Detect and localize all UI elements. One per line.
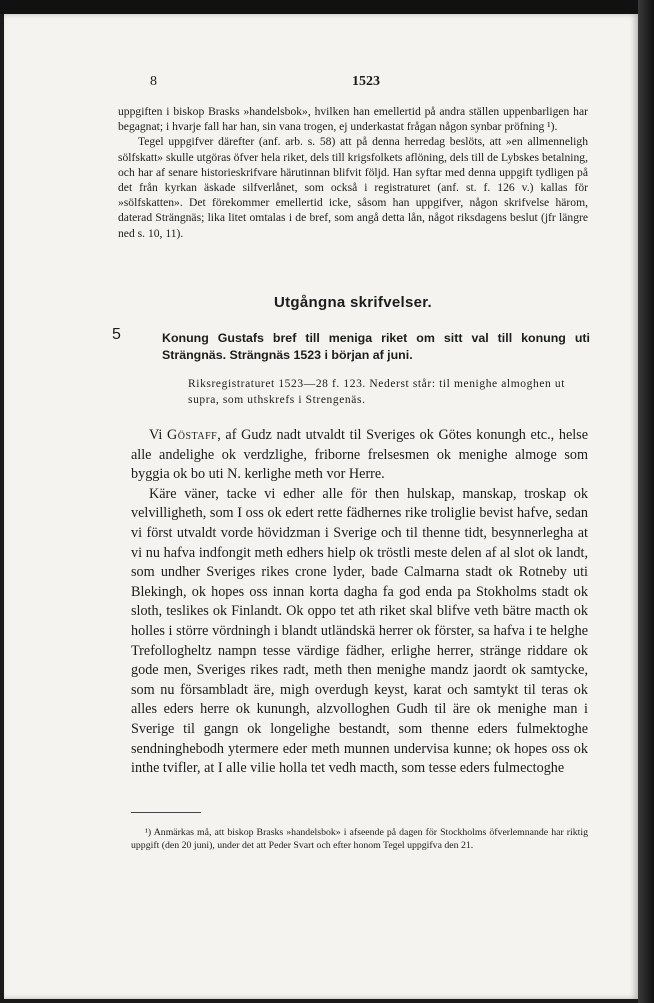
intro-paragraph-1: uppgiften i biskop Brasks »handelsbok», hvilken han emellertid på andra ställen uppenbarligen har begagnat; i hvarje fall har han, sin vana trogen, ej underkastat frågan någon synbar pröfning ¹). [118, 105, 588, 134]
letter-text [131, 426, 588, 779]
document-source: Riksregistraturet 1523—28 f. 123. Nederst står: til menighe almoghen ut supra, som uthskrefs i Strengenäs. [188, 378, 565, 406]
salutation-rest: , af Gudz nadt utvaldt til Sveriges ok Götes konungh etc., helse alle andelighe ok verdzlighe, friborne frelsesmen ok menighe almoge som byggia ok bo uti N. kerlighe meth vor Herre. [131, 427, 589, 483]
intro-paragraph-2: Tegel uppgifver därefter (anf. arb. s. 58) att på denna herredag beslöts, att »en allmenneligh sölfskatt» skulle utgöras öfver hela riket, dels till krigsfolkets aflöning, dels till de Lybskes betalning, och har af senare historieskrifvare härutinnan blifvit följd. Han syftar med denna uppgift tydligen på det från kyrkan äskade silfverlånet, som också i registraturet (anf. st. f. 126 v.) kallas för »sölfskatten». Det förekommer emellertid icke, såsom han uppgifver, någon skrifvelse härom, daterad Strängnäs; lika litet omtalas i de bref, som angå detta lån, något riksdagens beslut (jfr längre ned s. 10, 11). [118, 135, 588, 240]
page-header [146, 74, 586, 92]
letter-body: Käre väner, tacke vi edher alle för then hulskap, manskap, troskap ok velvilligheth, som I oss ok edert rette fädhernes rike troliglie bevist hafve, sedan vi först utvaldt vorde hövidzman i Sverige och til thenne tidt, besynnerlegha at vi nu hafva indfongit meth edhers hielp ok tröstli meste delen af al slot ok landt, som undher Sveriges rikes crone lyder, bade Calmarna stadt ok Rotneby uti Blekingh, ok hopes oss innan korta dagha fa god enda pa Stokholms stadt ok sloth, teslikes ok Finlandt. Ok oppo tet ath riket skal blifve veth bätre macth ok holles i störrе vördningh i blandt utländskä herrer ok förster, sa hafva i te helghe Trefollogheltz nampn tesse värdige fädher, erlighe herrer, stränge riddare ok gode men, Sveriges rikes radt, meth then menighe mandz jaordt ok samtycke, som nu försambladt äre, migh overdugh keyst, karat och samtykt til teras ok alles eders herre ok kunungh, alzvolloghen Gudh til äre ok menighe man i Sverige til gangn ok longelighe bestandt, som thenne eders fulmektoghe sendninghebodh ytermere eder meth munnen undervisa kunne; ok hopes oss ok inthe tvifler, at I alle vilie holla tet vedh macth, som tesse eders fulmectoghe [131, 485, 588, 777]
scan-right-edge [638, 0, 654, 1003]
intro-text [118, 104, 588, 241]
footnote [131, 826, 588, 852]
letter-salutation [131, 426, 588, 485]
section-title: Utgångna skrifvelser. [273, 294, 433, 311]
salutation-start: Vi [149, 427, 163, 443]
salutation-name: Göstaff [167, 427, 218, 443]
footnote-text: ¹) Anmärkas må, att biskop Brasks »handelsbok» i afseende på dagen för Stockholms öfverlemnande har riktig uppgift (den 20 juni), under det att Peder Svart och efter honom Tegel uppgifva den 21. [131, 827, 588, 851]
scan-top-edge [0, 0, 654, 14]
footnote-divider [131, 812, 201, 813]
document-number: 5 [112, 326, 121, 343]
page-year: 1523 [352, 74, 380, 89]
document-title: Konung Gustafs bref till meniga riket om sitt val till konung uti Strängnäs. Strängnäs 1523 i början af juni. [162, 331, 590, 362]
page-number: 8 [150, 74, 157, 89]
